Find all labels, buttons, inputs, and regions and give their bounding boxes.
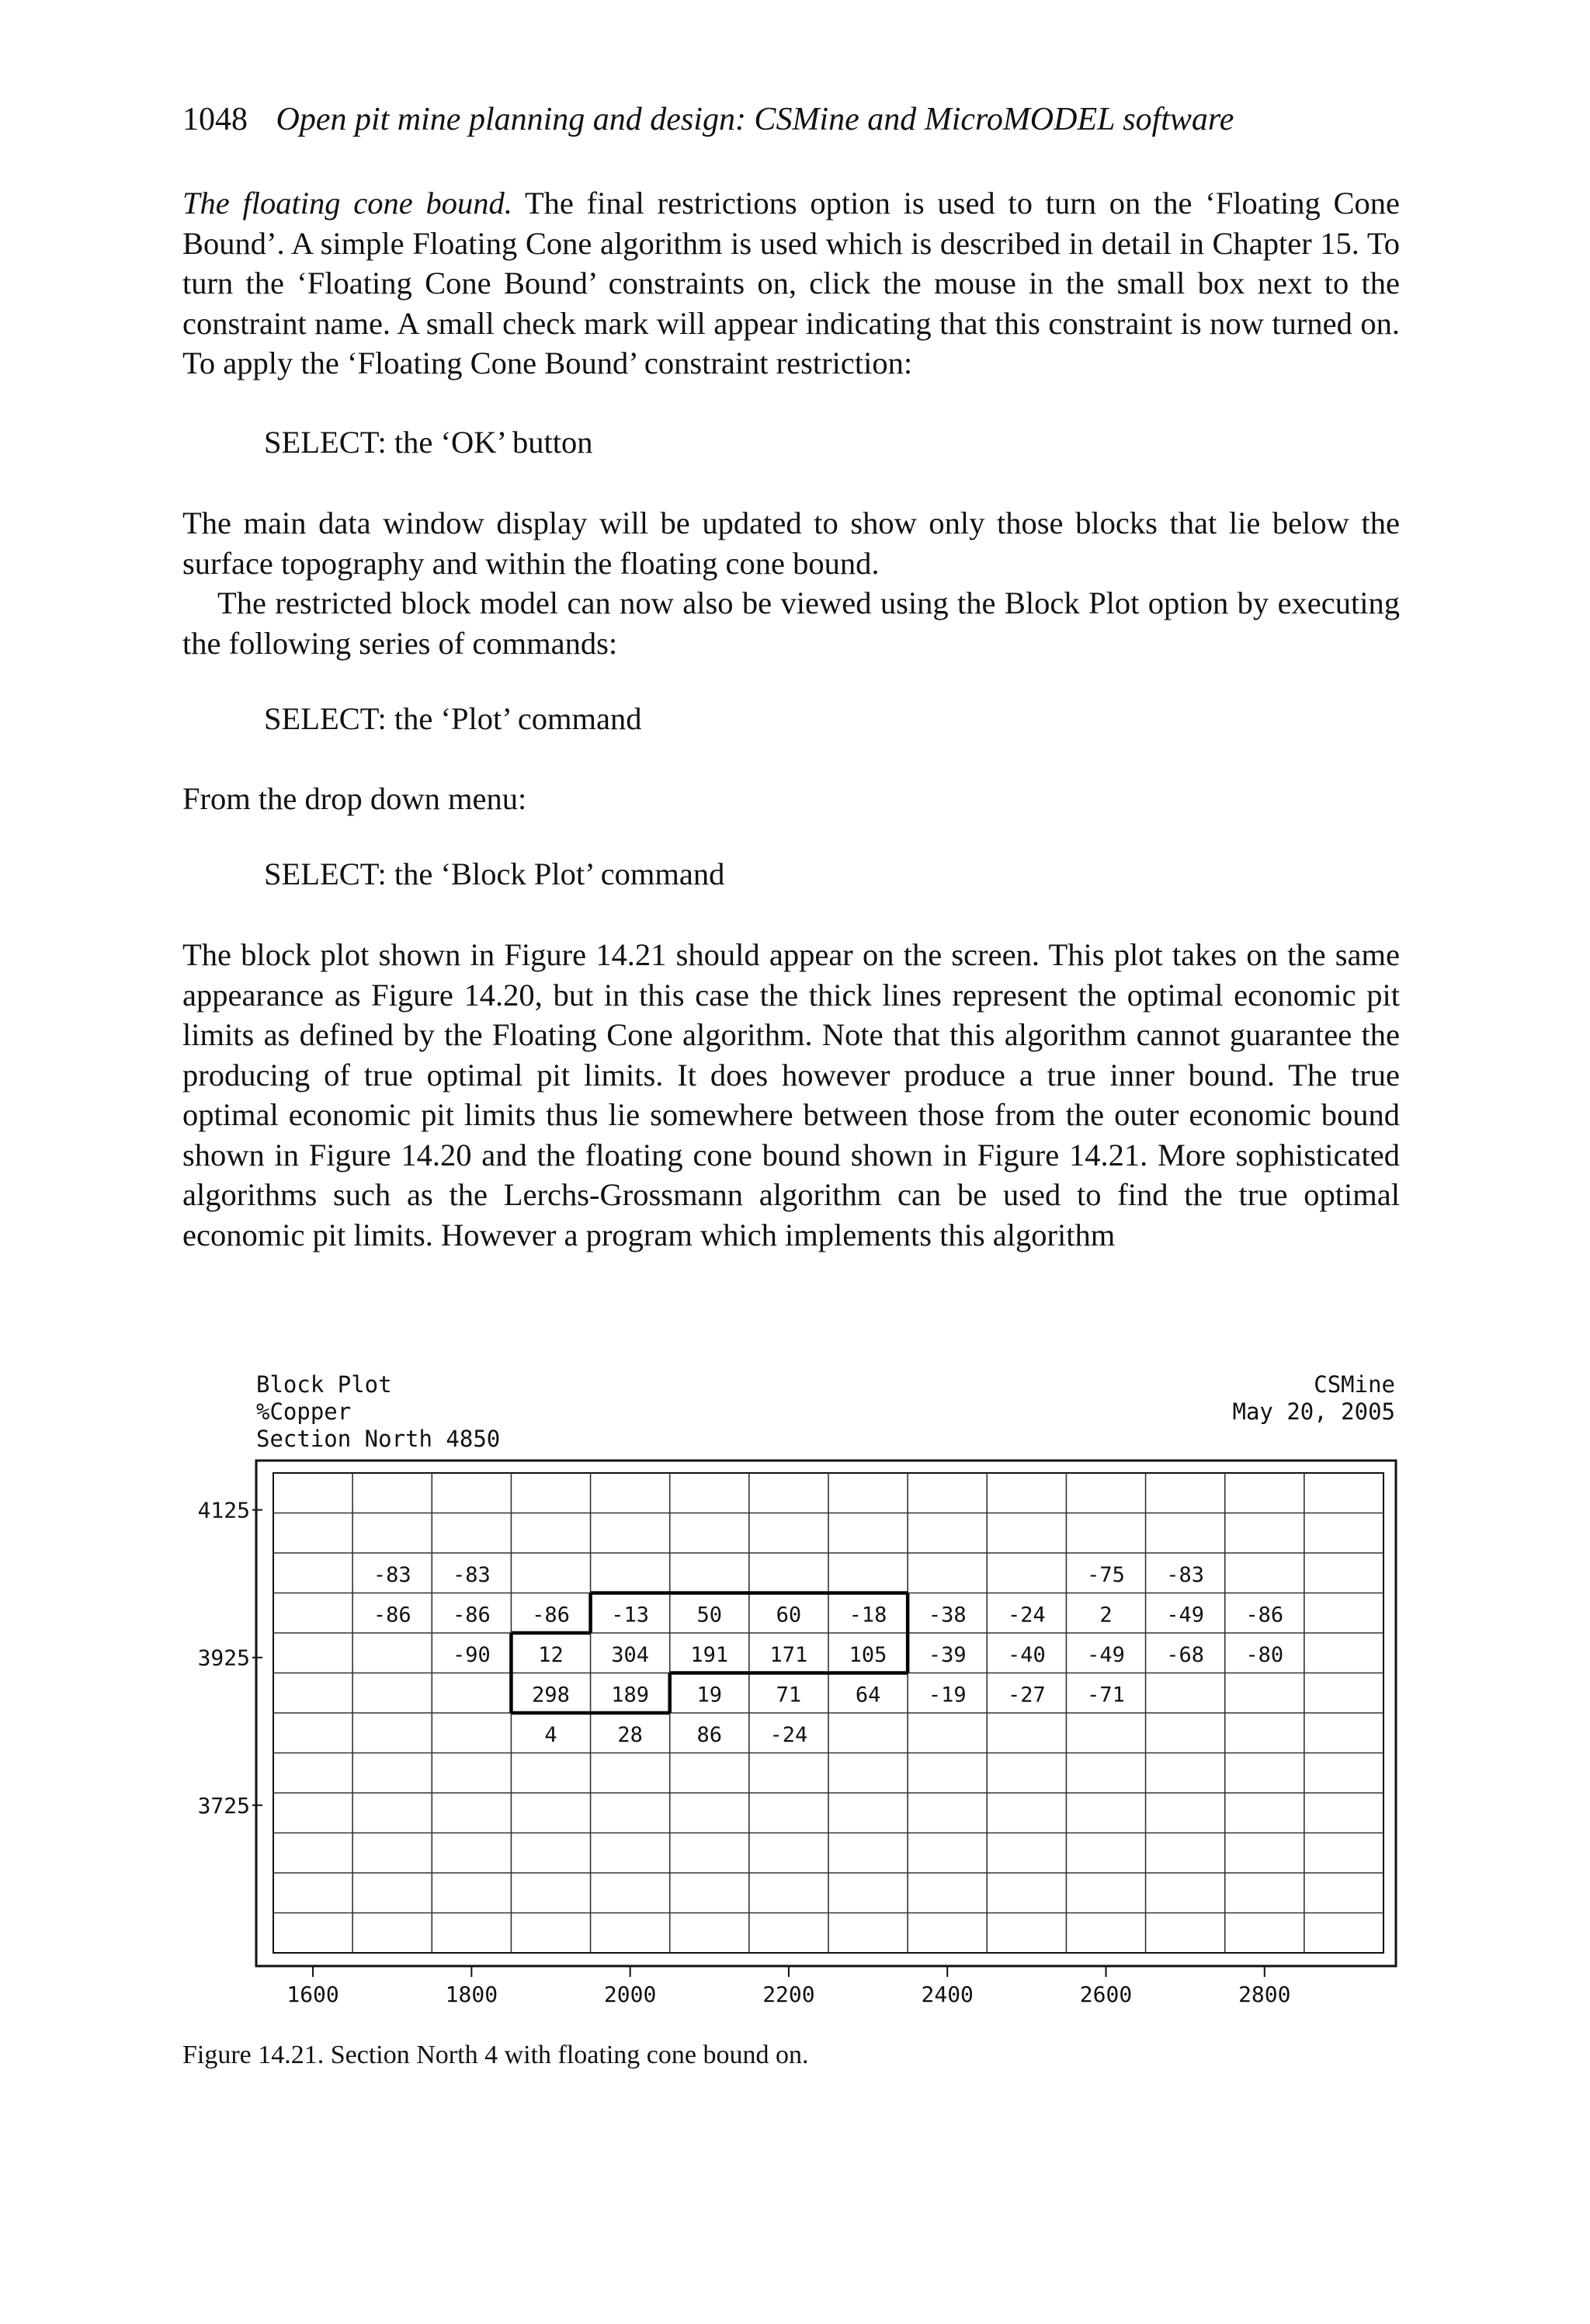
block-value: -71 <box>1087 1683 1125 1707</box>
block-value: 28 <box>617 1723 643 1748</box>
block-value: 298 <box>532 1683 570 1707</box>
plot-subtitle: %Copper <box>256 1398 352 1425</box>
block-value: -24 <box>769 1723 808 1748</box>
block-value: -18 <box>849 1603 887 1627</box>
paragraph-block-plot: The block plot shown in Figure 14.21 should appear on the screen. This plot takes on the same appearance as Figure 14.20, but in this case the thick lines represent the optimal economic pit limits as defined by the Floating Cone algorithm. Note that this algorithm cannot guarantee the producing of true optimal pit limits. It does however produce a true inner bound. The true optimal economic pit limits thus lie somewhere between those from the outer economic bound shown in Figure 14.20 and the floating cone bound shown in Figure 14.21. More sophisticated algorithms such as the Lerchs-Grossmann algorithm can be used to find the true optimal economic pit limits. However a program which implements this algorithm <box>182 937 1400 1252</box>
block-value: 2 <box>1099 1603 1113 1627</box>
block-value: -83 <box>373 1563 411 1588</box>
x-tick-label: 1600 <box>286 1982 339 2007</box>
block-value: -86 <box>532 1603 570 1627</box>
block-value: -40 <box>1007 1643 1046 1668</box>
block-value: 171 <box>769 1643 808 1668</box>
select-block-plot-instruction: SELECT: the ‘Block Plot’ command <box>264 856 725 891</box>
x-tick-label: 1800 <box>445 1982 498 2007</box>
block-value: 189 <box>611 1683 650 1707</box>
block-value: 60 <box>776 1603 802 1627</box>
plot-subtitle: Section North 4850 <box>256 1426 501 1452</box>
block-value: -19 <box>928 1683 967 1707</box>
block-value: -83 <box>452 1563 491 1588</box>
block-value: -75 <box>1087 1563 1125 1588</box>
block-value: -49 <box>1087 1643 1125 1668</box>
block-value: -90 <box>452 1643 491 1668</box>
select-plot-instruction: SELECT: the ‘Plot’ command <box>264 701 642 736</box>
paragraph-text: The final restrictions option is used to turn on the ‘Floating Cone Bound’. A simple Floating Cone algorithm is used which is described in detail in Chapter 15. To turn the ‘Floating Cone Bound’ constraints on, click the mouse in the small box next to the constraint name. A small check mark will appear indicating that this constraint is now turned on. To apply the ‘Floating Cone Bound’ constraint restriction: <box>182 186 1400 380</box>
block-value: 191 <box>690 1643 729 1668</box>
block-value: 4 <box>544 1723 557 1748</box>
paragraph-lead: The floating cone bound. <box>182 186 512 221</box>
page-number: 1048 <box>182 102 248 137</box>
x-tick-label: 2200 <box>762 1982 815 2007</box>
select-ok-instruction: SELECT: the ‘OK’ button <box>264 425 593 460</box>
block-value: 64 <box>855 1683 881 1707</box>
block-value: -13 <box>611 1603 650 1627</box>
block-value: -27 <box>1007 1683 1046 1707</box>
y-tick-label: 3725 <box>197 1792 250 1819</box>
figure-caption: Figure 14.21. Section North 4 with floating cone bound on. <box>182 2041 809 2069</box>
y-tick-label: 4125 <box>197 1497 250 1523</box>
block-value: -38 <box>928 1603 967 1627</box>
block-value: 12 <box>538 1643 564 1668</box>
block-value: -49 <box>1166 1603 1205 1627</box>
block-value: -86 <box>452 1603 491 1627</box>
paragraph-text: The restricted block model can now also be viewed using the Block Plot option by executing the following series of commands: <box>182 585 1400 661</box>
block-value: 71 <box>776 1683 802 1707</box>
block-value: -86 <box>1245 1603 1284 1627</box>
block-value: 86 <box>696 1723 723 1748</box>
x-tick-label: 2600 <box>1079 1982 1133 2007</box>
block-value: -39 <box>928 1643 967 1668</box>
block-value: 105 <box>849 1643 887 1668</box>
x-tick-label: 2000 <box>603 1982 657 2007</box>
plot-title: Block Plot <box>256 1371 392 1398</box>
block-value: -86 <box>373 1603 411 1627</box>
x-tick-label: 2800 <box>1238 1982 1291 2007</box>
plot-header-right: CSMine <box>1314 1371 1395 1398</box>
x-tick-label: 2400 <box>921 1982 974 2007</box>
paragraph-drop-down: From the drop down menu: <box>182 781 527 816</box>
block-value: -83 <box>1166 1563 1205 1588</box>
block-value: 19 <box>696 1683 723 1707</box>
block-value: -68 <box>1166 1643 1205 1668</box>
plot-header-right: May 20, 2005 <box>1232 1398 1395 1425</box>
y-tick-label: 3925 <box>197 1645 250 1671</box>
block-value: -80 <box>1245 1643 1284 1668</box>
block-value: 304 <box>611 1643 650 1668</box>
block-value: -24 <box>1007 1603 1046 1627</box>
running-title: Open pit mine planning and design: CSMine and MicroMODEL software <box>276 102 1234 137</box>
paragraph-text: The main data window display will be updated to show only those blocks that lie below the surface topography and within the floating cone bound. <box>182 505 1400 581</box>
block-value: 50 <box>696 1603 723 1627</box>
